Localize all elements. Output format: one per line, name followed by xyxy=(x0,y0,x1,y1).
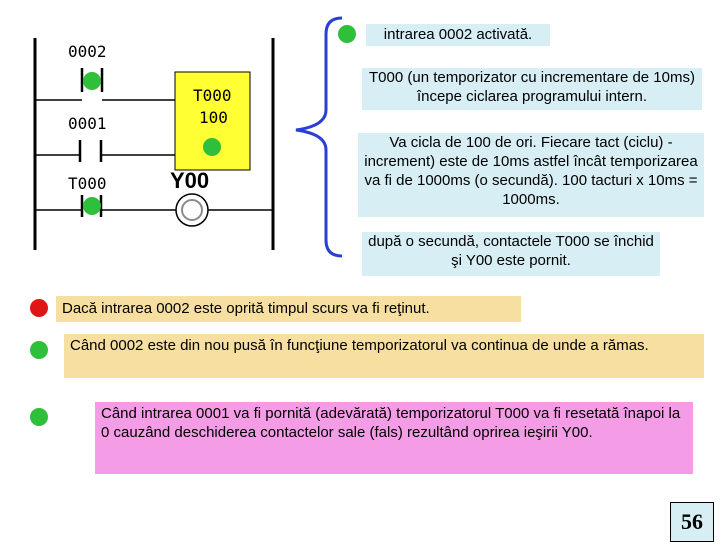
note-timer-start: T000 (un temporizator cu incrementare de 10ms) începe ciclarea programului intern. xyxy=(362,68,702,110)
contact-0002-active-dot xyxy=(83,72,101,90)
bullet-resume: Când 0002 este din nou pusă în funcţiune temporizatorul va continua de unde a rămas. xyxy=(64,334,704,378)
note1-dot xyxy=(338,25,356,43)
timer-name: T000 xyxy=(193,86,232,105)
bullet-reset: Când intrarea 0001 va fi pornită (adevărată) temporizatorul T000 va fi resetată înapoi la 0 cauzând deschiderea contactelor sale (fals) rezultând oprirea ieşirii Y00. xyxy=(95,402,693,474)
contact-0001-label: 0001 xyxy=(68,114,107,133)
bullet2-dot xyxy=(30,341,48,359)
contact-0002-label: 0002 xyxy=(68,42,107,61)
bullet1-dot xyxy=(30,299,48,317)
note-cycle: Va cicla de 100 de ori. Fiecare tact (ciclu) -increment) este de 10ms astfel încât temporizarea va fi de 1000ms (o secundă). 100 tacturi x 10ms = 1000ms. xyxy=(358,133,704,217)
bullet-stopped: Dacă intrarea 0002 este oprită timpul scurs va fi reţinut. xyxy=(56,296,521,322)
coil-label: Y00 xyxy=(170,168,210,193)
page-number: 56 xyxy=(670,502,714,542)
contact-t000-active-dot xyxy=(83,197,101,215)
timer-active-dot xyxy=(203,138,221,156)
brace xyxy=(296,18,342,256)
contact-t000-label: T000 xyxy=(68,174,107,193)
coil-y00-inner xyxy=(182,200,202,220)
bullet3-dot xyxy=(30,408,48,426)
note-after-second: după o secundă, contactele T000 se închid şi Y00 este pornit. xyxy=(362,232,660,276)
note-activated: intrarea 0002 activată. xyxy=(366,24,550,46)
timer-preset: 100 xyxy=(199,108,228,127)
